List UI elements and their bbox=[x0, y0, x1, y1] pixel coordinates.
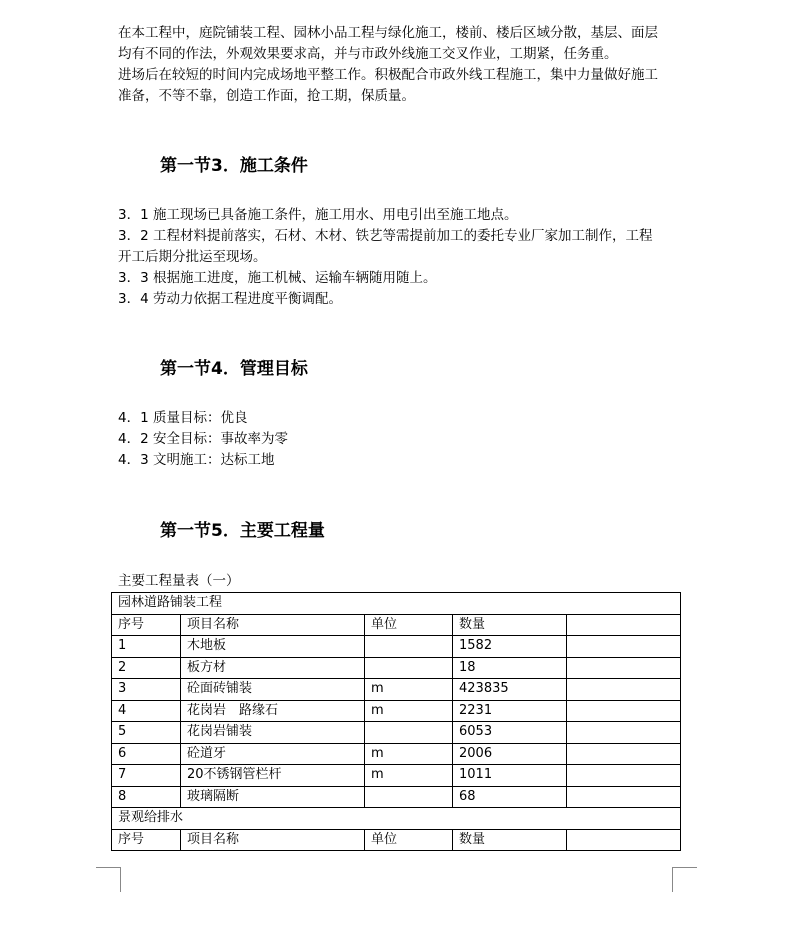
header-index: 序号 bbox=[112, 614, 181, 636]
cell-index: 1 bbox=[112, 636, 181, 658]
cell-unit: m bbox=[365, 743, 453, 765]
cell-unit: m bbox=[365, 700, 453, 722]
cell-index: 2 bbox=[112, 657, 181, 679]
cell-extra bbox=[567, 722, 681, 744]
cell-item-name: 板方材 bbox=[181, 657, 365, 679]
cell-quantity: 2231 bbox=[453, 700, 567, 722]
group-title-water-drainage: 景观给排水 bbox=[112, 808, 681, 830]
intro-line-4: 准备，不等不靠，创造工作面，抢工期，保质量。 bbox=[118, 88, 415, 104]
cell-item-name: 砼道牙 bbox=[181, 743, 365, 765]
cell-quantity: 1582 bbox=[453, 636, 567, 658]
section-3-item-2: 3．2 工程材料提前落实，石材、木材、铁艺等需提前加工的委托专业厂家加工制作，工程 bbox=[118, 228, 653, 244]
intro-line-3: 进场后在较短的时间内完成场地平整工作。积极配合市政外线工程施工，集中力量做好施工 bbox=[118, 67, 658, 83]
cell-extra bbox=[567, 765, 681, 787]
cell-item-name: 玻璃隔断 bbox=[181, 786, 365, 808]
cell-item-name: 砼面砖铺装 bbox=[181, 679, 365, 701]
intro-line-1: 在本工程中，庭院铺装工程、园林小品工程与绿化施工，楼前、楼后区域分散，基层、面层 bbox=[118, 25, 658, 41]
cell-unit bbox=[365, 657, 453, 679]
cell-unit: m bbox=[365, 679, 453, 701]
header-quantity: 数量 bbox=[453, 614, 567, 636]
cell-extra bbox=[567, 700, 681, 722]
page-corner-mark-right bbox=[672, 867, 697, 892]
header-extra bbox=[567, 614, 681, 636]
quantities-table bbox=[111, 592, 681, 851]
header-extra bbox=[567, 829, 681, 851]
page-corner-mark-left bbox=[96, 867, 121, 892]
cell-index: 4 bbox=[112, 700, 181, 722]
section-4-item-2: 4．2 安全目标：事故率为零 bbox=[118, 431, 288, 447]
header-index: 序号 bbox=[112, 829, 181, 851]
table-group-row bbox=[112, 593, 681, 615]
section-3-item-1: 3．1 施工现场已具备施工条件，施工用水、用电引出至施工地点。 bbox=[118, 207, 518, 223]
table-row bbox=[112, 679, 681, 701]
section-3-item-3: 3．3 根据施工进度，施工机械、运输车辆随用随上。 bbox=[118, 270, 437, 286]
section-3-item-4: 3．4 劳动力依据工程进度平衡调配。 bbox=[118, 291, 342, 307]
cell-extra bbox=[567, 786, 681, 808]
table-row bbox=[112, 743, 681, 765]
cell-item-name: 花岗岩铺装 bbox=[181, 722, 365, 744]
group-title-road-paving: 园林道路铺装工程 bbox=[112, 593, 681, 615]
cell-quantity: 423835 bbox=[453, 679, 567, 701]
cell-index: 6 bbox=[112, 743, 181, 765]
cell-index: 3 bbox=[112, 679, 181, 701]
table-header-row bbox=[112, 829, 681, 851]
header-item-name: 项目名称 bbox=[181, 829, 365, 851]
cell-unit bbox=[365, 722, 453, 744]
table-row bbox=[112, 786, 681, 808]
table-row bbox=[112, 636, 681, 658]
cell-quantity: 2006 bbox=[453, 743, 567, 765]
cell-index: 7 bbox=[112, 765, 181, 787]
cell-quantity: 68 bbox=[453, 786, 567, 808]
header-quantity: 数量 bbox=[453, 829, 567, 851]
cell-extra bbox=[567, 679, 681, 701]
table-group-row bbox=[112, 808, 681, 830]
header-unit: 单位 bbox=[365, 829, 453, 851]
table-caption: 主要工程量表（一） bbox=[118, 573, 240, 589]
table-row bbox=[112, 700, 681, 722]
section-4-heading: 第一节4．管理目标 bbox=[160, 359, 308, 379]
cell-item-name: 20不锈钢管栏杆 bbox=[181, 765, 365, 787]
cell-unit bbox=[365, 636, 453, 658]
table-header-row bbox=[112, 614, 681, 636]
table-row bbox=[112, 657, 681, 679]
section-3-item-2-cont: 开工后期分批运至现场。 bbox=[118, 249, 267, 265]
cell-item-name: 木地板 bbox=[181, 636, 365, 658]
cell-quantity: 6053 bbox=[453, 722, 567, 744]
cell-unit: m bbox=[365, 765, 453, 787]
section-3-heading: 第一节3．施工条件 bbox=[160, 156, 308, 176]
cell-unit bbox=[365, 786, 453, 808]
header-item-name: 项目名称 bbox=[181, 614, 365, 636]
cell-quantity: 1011 bbox=[453, 765, 567, 787]
table-row bbox=[112, 765, 681, 787]
section-5-heading: 第一节5．主要工程量 bbox=[160, 521, 325, 541]
cell-extra bbox=[567, 743, 681, 765]
cell-extra bbox=[567, 657, 681, 679]
table-row bbox=[112, 722, 681, 744]
header-unit: 单位 bbox=[365, 614, 453, 636]
cell-index: 8 bbox=[112, 786, 181, 808]
section-4-item-3: 4．3 文明施工：达标工地 bbox=[118, 452, 275, 468]
intro-line-2: 均有不同的作法，外观效果要求高，并与市政外线施工交叉作业，工期紧，任务重。 bbox=[118, 46, 618, 62]
cell-extra bbox=[567, 636, 681, 658]
cell-item-name: 花岗岩 路缘石 bbox=[181, 700, 365, 722]
section-4-item-1: 4．1 质量目标：优良 bbox=[118, 410, 248, 426]
cell-index: 5 bbox=[112, 722, 181, 744]
cell-quantity: 18 bbox=[453, 657, 567, 679]
